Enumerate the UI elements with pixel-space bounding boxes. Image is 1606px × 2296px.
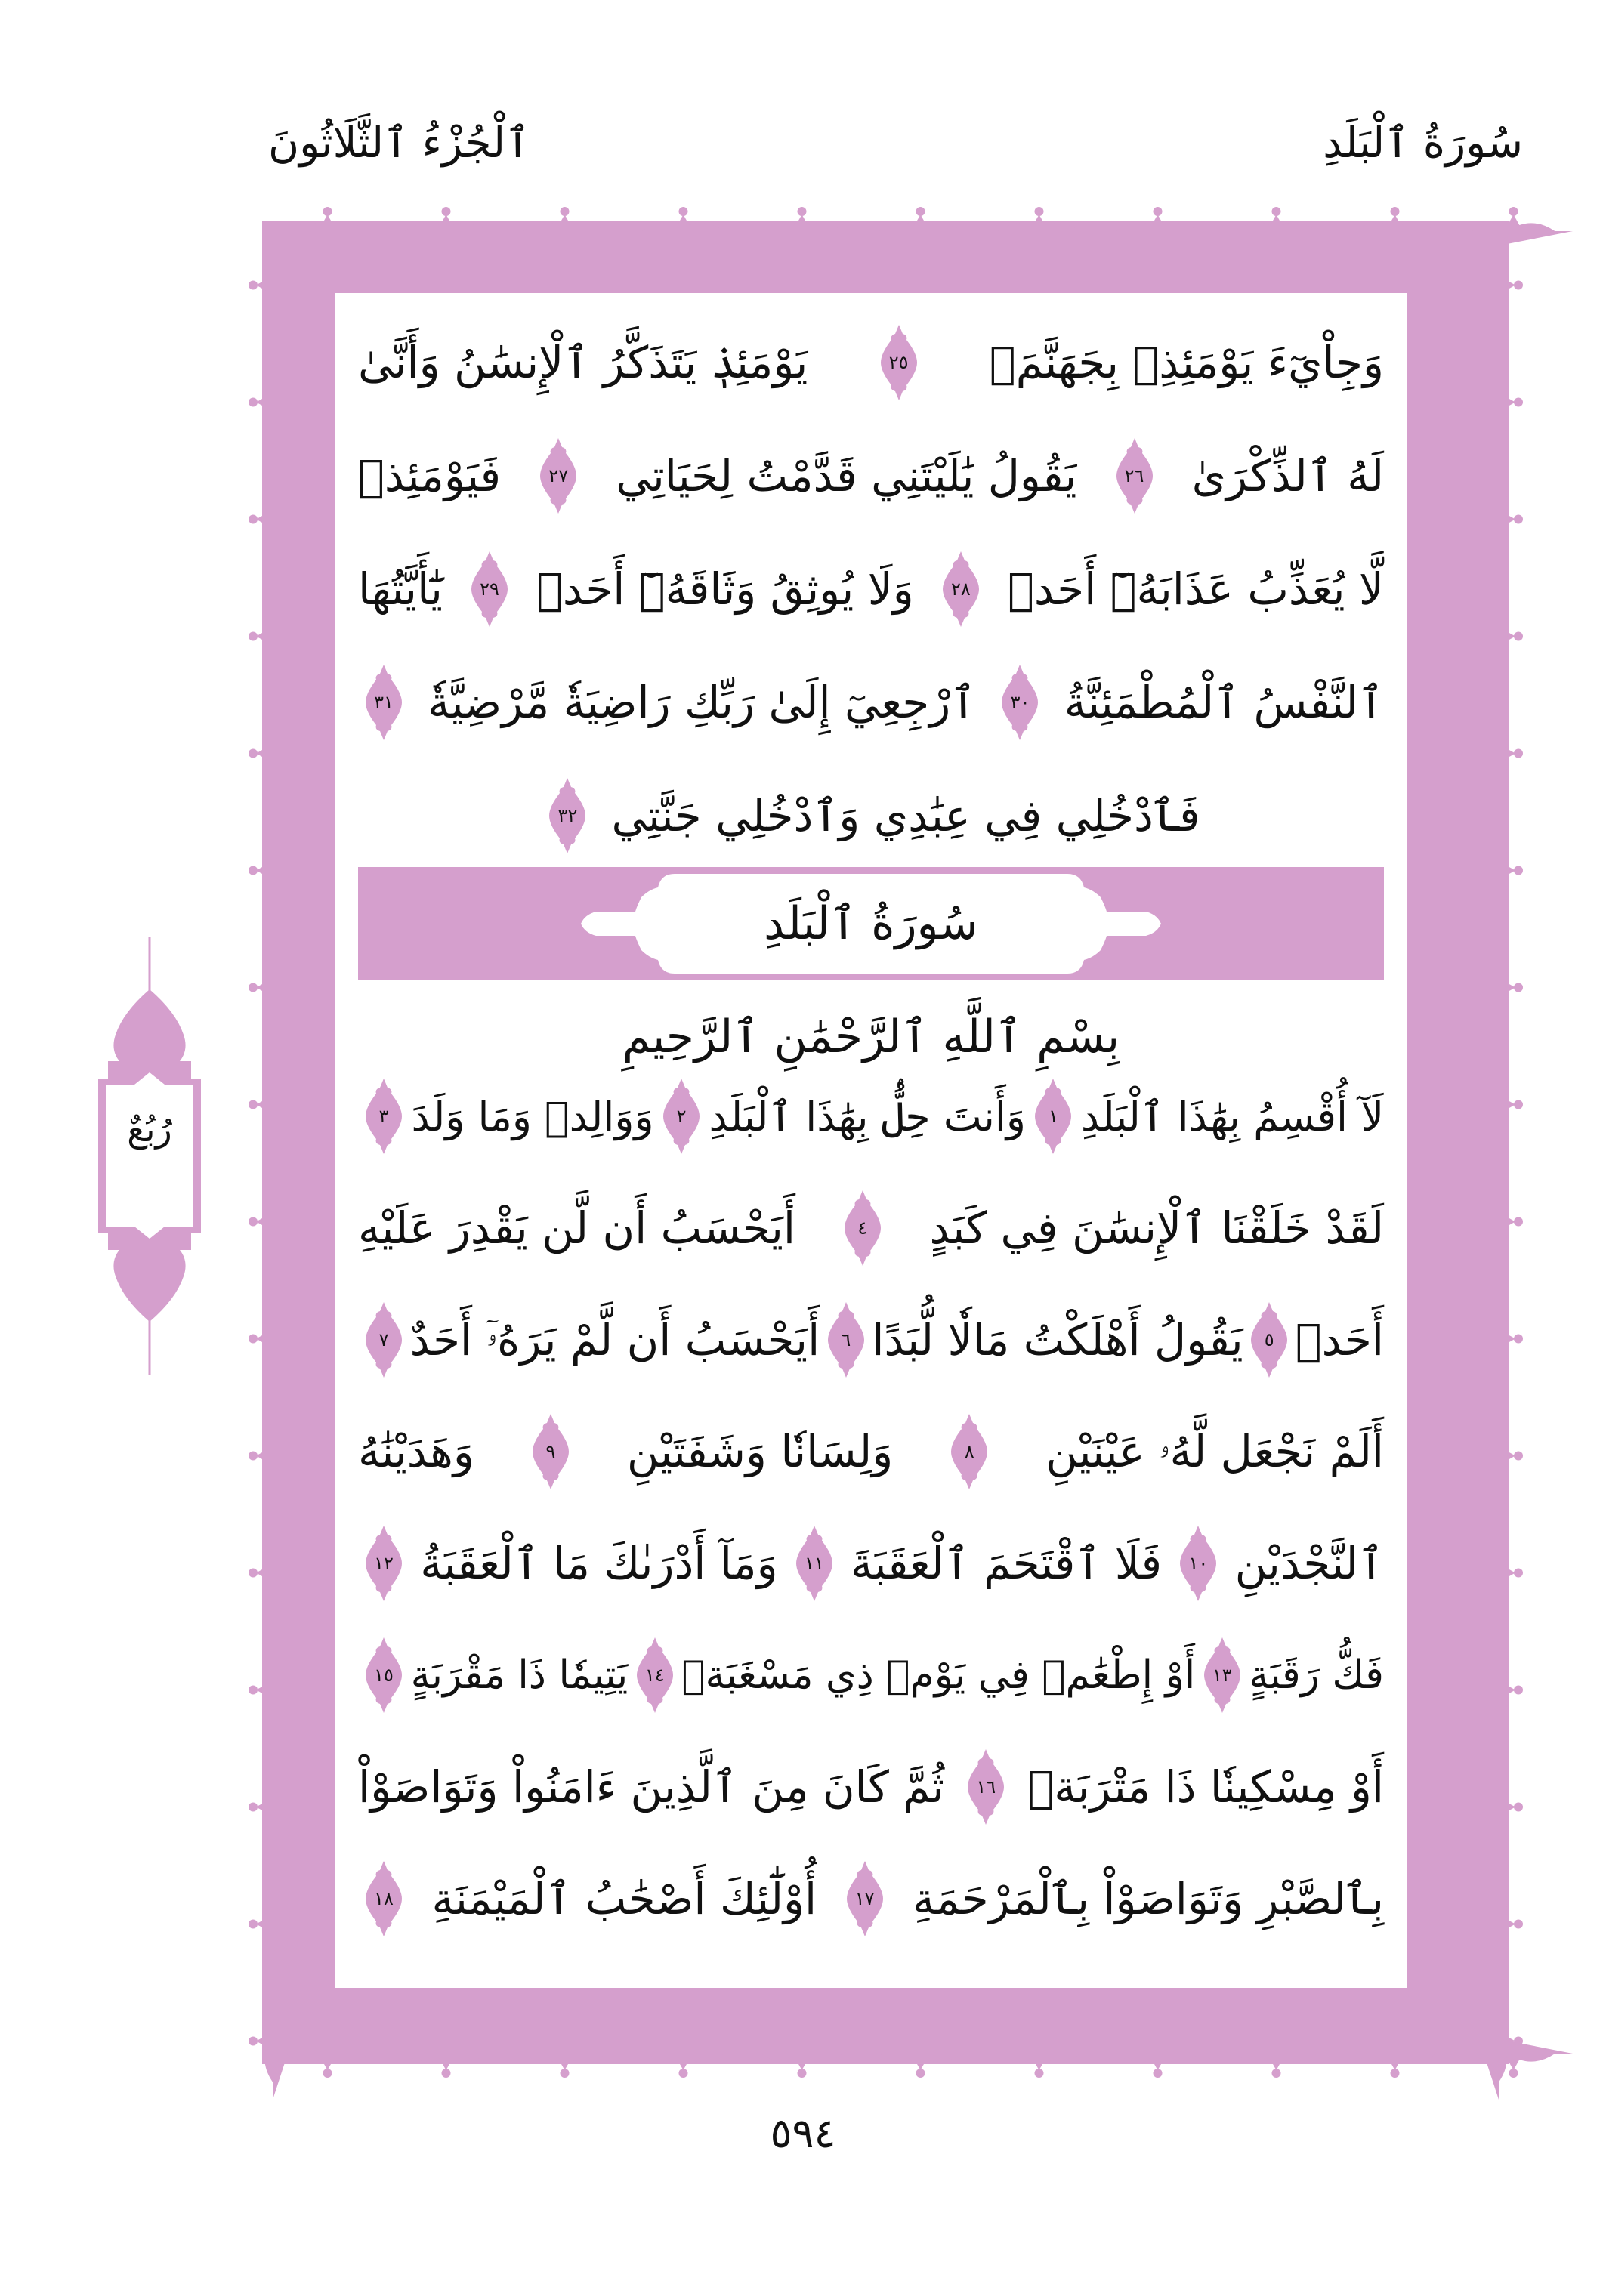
ayah-number-marker [1177, 1524, 1219, 1603]
frame-finial-dot [1514, 1920, 1523, 1929]
ayah-number: ٢ [676, 1106, 687, 1127]
text-line [358, 657, 1384, 748]
rub-label: رُبُعٌ [127, 1109, 172, 1150]
text-line [358, 430, 1384, 521]
text-line [358, 770, 1384, 861]
ayah-number-marker [793, 1524, 835, 1603]
frame-finial-dot [249, 1569, 258, 1578]
ayah-number-marker [999, 663, 1041, 742]
ayah-number-marker [940, 550, 982, 628]
frame-finial-dot [249, 749, 258, 758]
ayah-number: ٢٧ [548, 465, 569, 486]
ayah-number-marker [537, 437, 579, 515]
ayah-number: ٣١ [374, 692, 394, 713]
frame-finial-dot [442, 2069, 451, 2078]
ayah-number: ٩ [545, 1441, 556, 1462]
frame-finial-dot [679, 207, 688, 216]
frame-finial-dot [323, 2069, 332, 2078]
ayah-number-marker [878, 323, 920, 402]
verse-text: فَٱدْخُلِي فِي عِبَٰدِي وَٱدْخُلِي جَنَّتِي [611, 790, 1200, 841]
frame-finial-dot [1514, 1569, 1523, 1578]
frame-finial-dot [249, 1217, 258, 1227]
ayah-number: ١٦ [976, 1776, 996, 1798]
ayah-number: ٧ [378, 1329, 389, 1350]
verse-text: أَيَحْسَبُ أَن لَّمْ يَرَهُۥٓ أَحَدٌ [409, 1313, 820, 1366]
frame-scallop-edge [268, 2040, 1573, 2070]
ayah-number: ٣ [378, 1106, 389, 1127]
ayah-number-marker [1248, 1301, 1290, 1379]
verse-text: وَلَا يُوثِقُ وَثَاقَهُۥٓ أَحَدٞ [536, 563, 914, 615]
ayah-number: ١٣ [1212, 1665, 1232, 1686]
text-line [358, 1742, 1384, 1832]
frame-finial-dot [249, 1803, 258, 1812]
text-panel [335, 293, 1407, 1988]
verse-text: ٱلنَّجْدَيْنِ [1234, 1538, 1384, 1589]
ayah-number-marker [844, 1859, 886, 1938]
frame-finial-dot [1154, 207, 1163, 216]
frame-finial-dot [1514, 749, 1523, 758]
frame-finial-dot [1514, 1217, 1523, 1227]
text-line [358, 1853, 1384, 1944]
frame-finial-dot [561, 207, 570, 216]
frame-finial-dot [1514, 1686, 1523, 1695]
ayah-number: ٢٦ [1124, 465, 1144, 486]
frame-finial-dot [798, 2069, 807, 2078]
frame-finial-dot [249, 632, 258, 641]
ayah-number: ١٠ [1188, 1553, 1209, 1574]
ayah-number: ١٨ [374, 1888, 394, 1909]
verse-text: فَكُّ رَقَبَةٍ [1249, 1653, 1384, 1698]
verse-text: وَأَنتَ حِلُّۢ بِهَٰذَا ٱلْبَلَدِ [709, 1092, 1026, 1140]
verse-text: أَيَحْسَبُ أَن لَّن يَقْدِرَ عَلَيْهِ [358, 1202, 796, 1254]
frame-finial-dot [1391, 2069, 1400, 2078]
frame-finial-dot [1514, 1100, 1523, 1109]
ayah-number-marker [825, 1301, 867, 1379]
frame-finial-dot [249, 1920, 258, 1929]
ayah-number-marker [363, 1301, 405, 1379]
frame-finial-dot [679, 2069, 688, 2078]
ayah-number: ٢٩ [480, 579, 499, 600]
frame-finial-dot [249, 2037, 258, 2046]
verse-text: ٱلنَّفْسُ ٱلْمُطْمَئِنَّةُ [1064, 677, 1384, 728]
frame-finial-dot [323, 207, 332, 216]
ayah-number: ١٥ [374, 1665, 394, 1686]
verse-text: أَوْ مِسْكِينٗا ذَا مَتْرَبَةٖ [1027, 1761, 1384, 1813]
ayah-number-marker [842, 1189, 884, 1267]
ayah-number: ١٢ [374, 1553, 394, 1574]
ayah-number-marker [468, 550, 511, 628]
frame-finial-dot [1514, 398, 1523, 407]
verse-text: أَحَدٞ [1295, 1314, 1384, 1366]
text-line [358, 1183, 1384, 1273]
ayah-number: ٦ [841, 1329, 851, 1350]
text-line [358, 1295, 1384, 1385]
frame-finial-dot [1272, 207, 1281, 216]
frame-finial-dot [249, 515, 258, 524]
text-line [358, 1406, 1384, 1497]
frame-finial-dot [916, 2069, 925, 2078]
rub-marker [89, 937, 210, 1375]
ayah-number-marker [965, 1748, 1007, 1826]
ayah-number: ٢٨ [951, 579, 971, 600]
verse-text: وَوَالِدٖ وَمَا وَلَدَ [411, 1092, 654, 1140]
frame-scallop-edge [268, 214, 1573, 245]
frame-finial-dot [1509, 207, 1518, 216]
basmala: بِسْمِ ٱللَّهِ ٱلرَّحْمَٰنِ ٱلرَّحِيمِ [622, 1011, 1120, 1063]
ayah-number: ٣٠ [1010, 692, 1030, 713]
frame-finial-dot [1514, 632, 1523, 641]
text-line [358, 1071, 1384, 1162]
ayah-number-marker [363, 1859, 405, 1938]
verse-text: لَهُ ٱلذِّكْرَىٰ [1191, 450, 1384, 501]
frame-finial-dot [249, 1100, 258, 1109]
verse-text: أُوْلَٰٓئِكَ أَصْحَٰبُ ٱلْمَيْمَنَةِ [431, 1873, 817, 1924]
frame-finial-dot [1514, 2037, 1523, 2046]
ayah-number-marker [546, 776, 588, 855]
frame-finial-dot [1154, 2069, 1163, 2078]
running-head-surah: سُورَةُ ٱلْبَلَدِ [1323, 119, 1523, 168]
verse-text: لَّا يُعَذِّبُ عَذَابَهُۥٓ أَحَدٞ [1008, 563, 1384, 615]
ayah-number-marker [1201, 1636, 1243, 1714]
ayah-number: ٨ [964, 1441, 974, 1462]
ayah-number-marker [660, 1077, 703, 1156]
surah-header-banner [358, 867, 1384, 980]
ayah-number: ١٧ [854, 1888, 875, 1909]
frame-finial-dot [1391, 207, 1400, 216]
ayah-number-marker [363, 663, 405, 742]
frame-finial-dot [442, 207, 451, 216]
ayah-number-marker [1032, 1077, 1074, 1156]
ayah-number: ١ [1049, 1106, 1058, 1127]
frame-finial-dot [916, 207, 925, 216]
frame-finial-dot [1514, 983, 1523, 992]
verse-text: يَتِيمٗا ذَا مَقْرَبَةٍ [410, 1653, 629, 1698]
frame-finial-dot [1509, 2069, 1518, 2078]
verse-text: وَمَآ أَدْرَىٰكَ مَا ٱلْعَقَبَةُ [420, 1538, 778, 1589]
frame-finial-dot [561, 2069, 570, 2078]
frame-finial-dot [249, 1452, 258, 1461]
verse-text: وَلِسَانٗا وَشَفَتَيْنِ [626, 1426, 894, 1477]
frame-finial-dot [798, 207, 807, 216]
running-head-juz: ٱلْجُزْءُ ٱلثَّلَاثُونَ [268, 119, 530, 168]
frame-finial-dot [1514, 281, 1523, 290]
frame-finial-dot [1035, 207, 1044, 216]
verse-text: أَلَمْ نَجْعَل لَّهُۥ عَيْنَيْنِ [1045, 1425, 1384, 1477]
ayah-number-marker [363, 1524, 405, 1603]
verse-text: فَلَا ٱقْتَحَمَ ٱلْعَقَبَةَ [851, 1538, 1163, 1589]
verse-text: بِٱلصَّبْرِ وَتَوَاصَوْاْ بِٱلْمَرْحَمَةِ [913, 1873, 1384, 1924]
text-line [358, 317, 1384, 408]
frame-finial-dot [1514, 515, 1523, 524]
frame-finial-dot [249, 281, 258, 290]
ayah-number-marker [363, 1636, 405, 1714]
verse-text: وَجِاْيٓءَ يَوْمَئِذِۭ بِجَهَنَّمَۚ [989, 337, 1384, 388]
text-line [358, 544, 1384, 634]
frame-finial-dot [249, 1335, 258, 1344]
frame-finial-dot [1514, 1452, 1523, 1461]
text-line [358, 1518, 1384, 1609]
ayah-number-marker [1113, 437, 1156, 515]
text-line [358, 1630, 1384, 1720]
verse-text: لَآ أُقْسِمُ بِهَٰذَا ٱلْبَلَدِ [1080, 1092, 1384, 1140]
verse-text: وَهَدَيْنَٰهُ [358, 1426, 474, 1477]
ayah-number-marker [363, 1077, 405, 1156]
ayah-number-marker [634, 1636, 676, 1714]
frame-finial-dot [1514, 1335, 1523, 1344]
frame-finial-dot [1514, 1803, 1523, 1812]
frame-finial-dot [1514, 866, 1523, 875]
frame-finial-dot [249, 398, 258, 407]
ayah-number: ٢٥ [888, 352, 909, 373]
ayah-number-marker [948, 1412, 990, 1491]
frame-finial-dot [249, 866, 258, 875]
ayah-number: ٥ [1264, 1329, 1274, 1350]
frame-finial-dot [249, 1686, 258, 1695]
verse-text: ثُمَّ كَانَ مِنَ ٱلَّذِينَ ءَامَنُواْ وَتَوَاصَوْاْ [358, 1761, 945, 1813]
verse-text: لَقَدْ خَلَقْنَا ٱلْإِنسَٰنَ فِي كَبَدٍ [929, 1202, 1384, 1254]
verse-text: يَٰٓأَيَّتُهَا [358, 563, 443, 615]
ayah-number: ١١ [804, 1553, 824, 1574]
ayah-number: ١٤ [644, 1665, 665, 1686]
verse-text: أَوْ إِطْعَٰمٞ فِي يَوْمٖ ذِي مَسْغَبَةٖ [681, 1653, 1196, 1698]
frame-finial-dot [1272, 2069, 1281, 2078]
verse-text: فَيَوْمَئِذٖ [358, 450, 502, 501]
page-number: ٥٩٤ [770, 2109, 836, 2157]
surah-title: سُورَةُ ٱلْبَلَدِ [764, 897, 978, 950]
verse-text: يَقُولُ أَهْلَكْتُ مَالٗا لُّبَدًا [872, 1314, 1243, 1366]
verse-text: ٱرْجِعِيٓ إِلَىٰ رَبِّكِ رَاضِيَةٗ مَّرْضِيَّةٗ [428, 677, 977, 728]
frame-finial-dot [1035, 2069, 1044, 2078]
ayah-number: ٣٢ [557, 805, 578, 826]
frame-finial-dot [249, 983, 258, 992]
verse-text: يَوْمَئِذٖ يَتَذَكَّرُ ٱلْإِنسَٰنُ وَأَنَّىٰ [358, 337, 808, 388]
verse-text: يَقُولُ يَٰلَيْتَنِي قَدَّمْتُ لِحَيَاتِي [616, 450, 1077, 501]
ayah-number-marker [530, 1412, 572, 1491]
ayah-number: ٤ [857, 1217, 868, 1239]
